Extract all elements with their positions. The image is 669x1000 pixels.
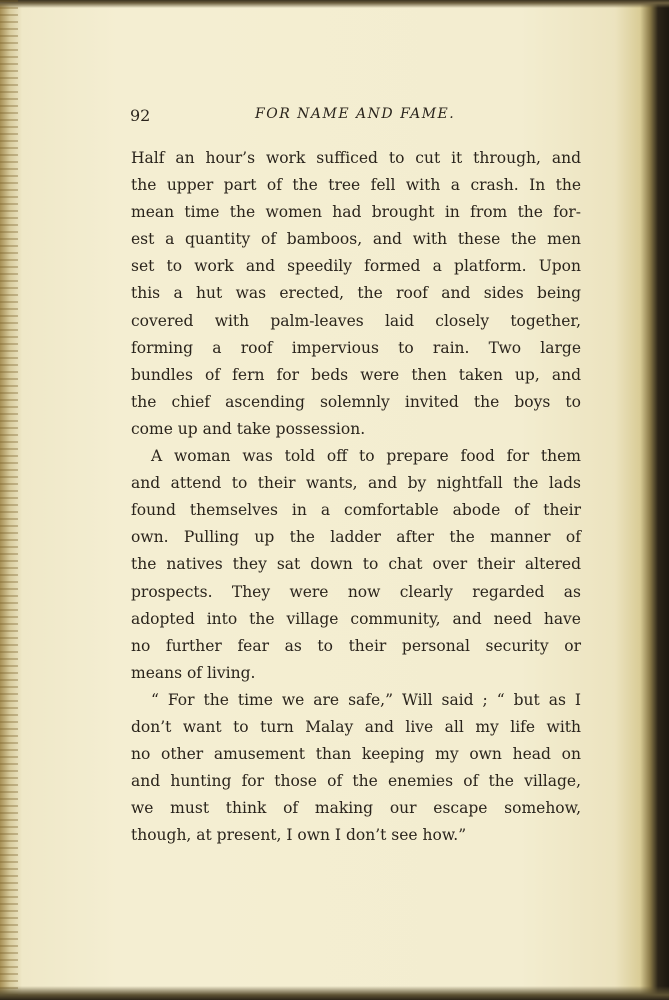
text-line: this a hut was erected, the roof and sides being: [131, 284, 581, 303]
page-top-edge: [0, 0, 669, 8]
text-line: the chief ascending solemnly invited the boys to: [131, 392, 581, 411]
text-line: don’t want to turn Malay and live all my life with: [131, 717, 581, 736]
paragraph: [131, 443, 581, 687]
text-line: the natives they sat down to chat over their altered: [131, 555, 581, 574]
paragraph: [131, 145, 581, 443]
text-line: though, at present, I own I don’t see how.”: [131, 826, 467, 845]
text-line: come up and take possession.: [131, 419, 366, 438]
text-line: Half an hour’s work sufficed to cut it through, and: [131, 149, 581, 167]
text-line: found themselves in a comfortable abode of their: [131, 501, 581, 520]
page-bottom-edge: [0, 986, 669, 1000]
text-line: and hunting for those of the enemies of the village,: [131, 772, 581, 791]
text-line: prospects. They were now clearly regarded as: [131, 582, 581, 601]
page-header: [130, 106, 580, 130]
text-line: covered with palm-leaves laid closely together,: [131, 311, 581, 330]
text-line: forming a roof impervious to rain. Two large: [131, 338, 581, 357]
text-line: no further fear as to their personal security or: [131, 636, 581, 655]
text-line: “ For the time we are safe,” Will said ; “ but as I: [151, 690, 581, 709]
text-line: means of living.: [131, 663, 256, 682]
text-line: own. Pulling up the ladder after the manner of: [131, 528, 581, 547]
running-head: FOR NAME AND FAME.: [255, 106, 456, 122]
page-number: 92: [130, 106, 151, 125]
text-line: no other amusement than keeping my own head on: [131, 745, 581, 764]
text-line: bundles of fern for beds were then taken up, and: [131, 365, 581, 384]
text-line: est a quantity of bamboos, and with these the men: [131, 230, 581, 249]
text-line: and attend to their wants, and by nightfall the lads: [131, 474, 581, 493]
page-gutter: [0, 0, 18, 1000]
text-line: we must think of making our escape somehow,: [131, 799, 581, 818]
text-line: set to work and speedily formed a platform. Upon: [131, 257, 581, 276]
paragraph: [131, 687, 581, 850]
text-line: the upper part of the tree fell with a crash. In the: [131, 176, 581, 195]
text-line: adopted into the village community, and need have: [131, 609, 581, 628]
text-line: mean time the women had brought in from the for-: [131, 203, 581, 222]
text-line: A woman was told off to prepare food for them: [151, 447, 581, 466]
body-text: [131, 145, 581, 849]
